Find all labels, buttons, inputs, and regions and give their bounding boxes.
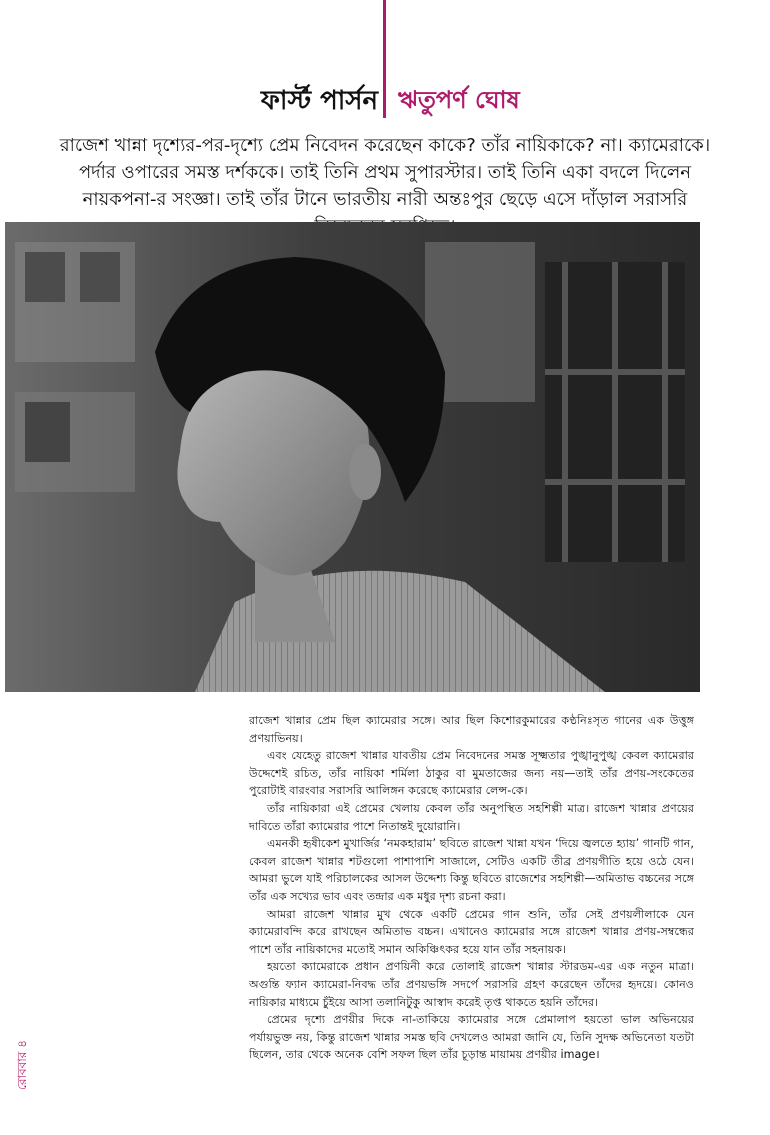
portrait-photo — [5, 222, 700, 692]
body-paragraph: এবং যেহেতু রাজেশ খান্নার যাবতীয় প্রেম নিবেদনের সমস্ত সূক্ষ্মতার পুঙ্খানুপুঙ্খ কেবল ক্যামেরার উদ্দেশেই রচিত, তাঁর নায়িকা শর্মিলা ঠাকুর বা মুমতাজের জন্য নয়—তাই তাঁর প্রণয়-সংকেতের পুরোটাই বারংবার সরাসরি আলিঙ্গন করেছে ক্যামেরার লেন্স-কে। — [249, 749, 694, 798]
column-title: ফার্স্ট পার্সন — [260, 86, 378, 116]
body-paragraph: প্রেমের দৃশ্যে প্রণয়ীর দিকে না-তাকিয়ে ক্যামেরার সঙ্গে প্রেমালাপ হয়তো ভাল অভিনয়ের পর্যায়ভুক্ত নয়, কিন্তু রাজেশ খান্নার সমস্ত ছবি দেখলেও আমরা জানি যে, তিনি সুদক্ষ অভিনেতা যতটা ছিলেন, তার থেকে অনেক বেশি সফল ছিল তাঁর চূড়ান্ত মায়াময় প্রণয়ীর image। — [249, 1013, 694, 1062]
body-paragraph: রাজেশ খান্নার প্রেম ছিল ক্যামেরার সঙ্গে। আর ছিল কিশোরকুমারের কণ্ঠনিঃসৃত গানের এক উত্তুঙ্গ প্রণয়াভিনয়। — [249, 714, 694, 745]
page-folio: রোববার ৪ — [15, 1040, 29, 1090]
article-body — [249, 712, 694, 1064]
body-paragraph: আমরা রাজেশ খান্নার মুখ থেকে একটি প্রেমের গান শুনি, তাঁর সেই প্রণয়লীলাকে যেন ক্যামেরাবন্দি করে রাখছেন অমিতাভ বচ্চন। এখানেও ক্যামেরার সঙ্গে রাজেশ খান্নার প্রণয়-সম্বন্ধের পাশে তাঁর নায়িকাদের মতোই সমান অকিঞ্চিৎকর হয়ে যান তাঁর সহনায়ক। — [249, 907, 694, 956]
body-paragraph: এমনকী হৃষীকেশ মুখার্জির ‘নমকহারাম’ ছবিতে রাজেশ খান্না যখন ‘দিয়ে জ্বলতে হ্যায়’ গানটি গান, কেবল রাজেশ খান্নার শটগুলো পাশাপাশি সাজালে, সেটিও একটি তীব্র প্রণয়গীতি হয়ে ওঠে যেন। আমরা ভুলে যাই পরিচালকের আসল উদ্দেশ্য কিন্তু ছবিতে রাজেশের সহশিল্পী—অমিতাভ বচ্চনের সঙ্গে তাঁর এক সখ্যের ভাব এবং তন্দ্রার এক মধুর দৃশ্য রচনা করা। — [249, 837, 694, 903]
body-paragraph: তাঁর নায়িকারা এই প্রেমের খেলায় কেবল তাঁর অনুপস্থিত সহশিল্পী মাত্র। রাজেশ খান্নার প্রণয়ের দাবিতে তাঁরা ক্যামেরার পাশে নিতান্তই দুয়োরানি। — [249, 801, 694, 833]
intro-standfirst: রাজেশ খান্না দৃশ্যের-পর-দৃশ্যে প্রেম নিবেদন করেছেন কাকে? তাঁর নায়িকাকে? না। ক্যামেরাকে। পর্দার ওপারের সমস্ত দর্শককে। তাই তিনি প্রথম সুপারস্টার। তাই তিনি একা বদলে দিলেন নায়কপনা-র সংজ্ঞা। তাই তাঁর টানে ভারতীয় নারী অন্তঃপুর ছেড়ে এসে দাঁড়াল সরাসরি — [59, 135, 711, 210]
header-divider-line — [383, 0, 386, 118]
author-name: ঋতুপর্ণ ঘোষ — [398, 86, 520, 114]
body-paragraph: হয়তো ক্যামেরাকে প্রধান প্রণয়িনী করে তোলাই রাজেশ খান্নার স্টারডম-এর এক নতুন মাত্রা। অগুন্তি ফ্যান ক্যামেরা-নিবদ্ধ তাঁর প্রণয়ভঙ্গি সদর্পে সরাসরি গ্রহণ করেছেন তাঁদের হৃদয়ে। কোনও নায়িকার মাধ্যমে চুঁইয়ে আসা তলানিটুকু আস্বাদ করেই তৃপ্ত থাকতে হয়নি তাঁদের। — [249, 960, 694, 1009]
